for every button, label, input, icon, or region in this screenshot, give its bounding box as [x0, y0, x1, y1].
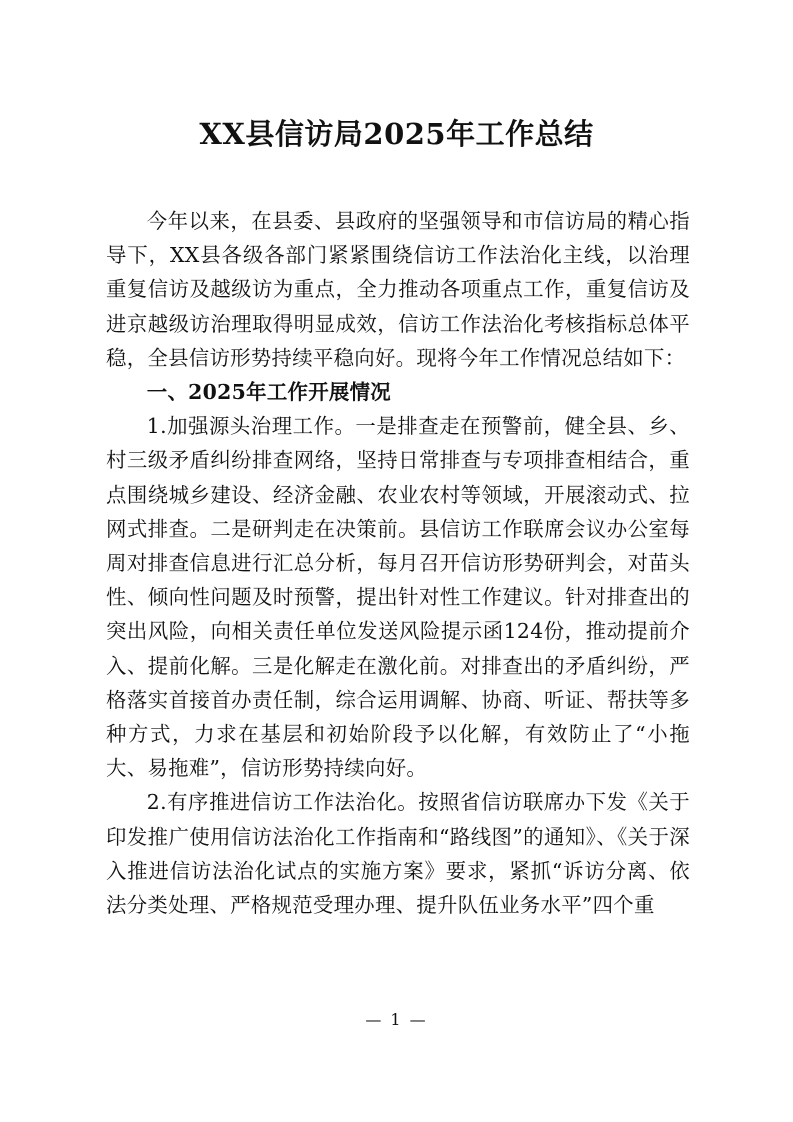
- document-title: XX县信访局2025年工作总结: [199, 117, 594, 151]
- paragraph-rule-of-law: 2.有序推进信访工作法治化。按照省信访联席办下发《关于印发推广使用信访法治化工作指南和“路线图”的通知》、《关于深入推进信访法治化试点的实施方案》要求，紧抓“诉访分离、依法分类处理、严格规范受理办理、提升队伍业务水平”四个重: [106, 790, 690, 918]
- paragraph-source-governance: 1.加强源头治理工作。一是排查走在预警前，健全县、乡、村三级矛盾纠纷排查网络，坚持日常排查与专项排查相结合，重点围绕城乡建设、经济金融、农业农村等领域，开展滚动式、拉网式排查。二是研判走在决策前。县信访工作联席会议办公室每周对排查信息进行汇总分析，每月召开信访形势研判会，对苗头性、倾向性问题及时预警，提出针对性工作建议。针对排查出的突出风险，向相关责任单位发送风险提示函124份，推动提前介入、提前化解。三是化解走在激化前。对排查出的矛盾纠纷，严格落实首接首办责任制，综合运用调解、协商、听证、帮扶等多种方式，力求在基层和初始阶段予以化解，有效防止了“小拖大、易拖难”，信访形势持续向好。: [106, 414, 690, 781]
- document-body: [106, 204, 690, 922]
- intro-paragraph: 今年以来，在县委、县政府的坚强领导和市信访局的精心指导下，XX县各级各部门紧紧围绕信访工作法治化主线，以治理重复信访及越级访为重点，全力推动各项重点工作，重复信访及进京越级访治理取得明显成效，信访工作法治化考核指标总体平稳，全县信访形势持续平稳向好。现将今年工作情况总结如下：: [106, 209, 690, 370]
- page-number: — 1 —: [365, 1010, 428, 1029]
- section-heading: 一、2025年工作开展情况: [146, 380, 391, 405]
